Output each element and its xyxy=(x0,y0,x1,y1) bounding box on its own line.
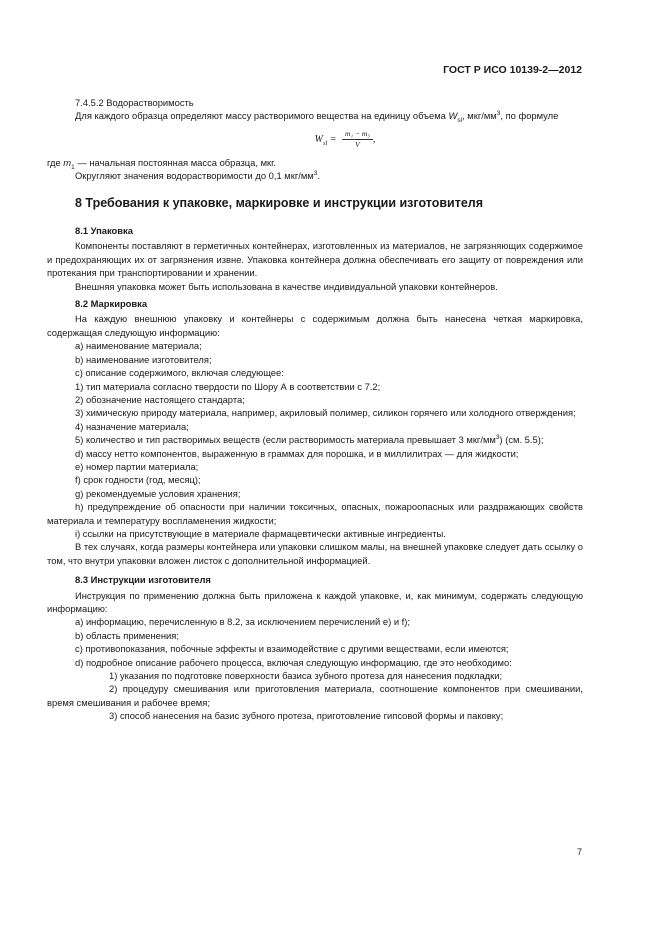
marking-list-item: 3) химическую природу материала, например, акриловый полимер, силикон горячего или холодного отверждения; xyxy=(75,407,576,419)
subsection-7452-title: 7.4.5.2 Водорастворимость xyxy=(75,97,194,108)
subsection-83-heading: 8.3 Инструкции изготовителя xyxy=(75,574,211,586)
instructions-paragraph: Инструкция по применению должна быть приложена к каждой упаковке, и, как минимум, содержать следующую информацию: xyxy=(47,589,583,614)
solubility-formula: $W_{sl}$ = $\frac{\text{m₁ − m₃}}{V}$ , xyxy=(314,128,376,149)
marking-paragraph: На каждую внешнюю упаковку и контейнеры с содержимым должна быть нанесена четкая маркировка, содержащая следующую информацию: xyxy=(47,313,583,338)
page-number: 7 xyxy=(576,847,582,857)
instructions-sublist-item: 2) процедуру смешивания или приготовления материала, соотношение компонентов при смешивании, время смешивания и рабочее время; xyxy=(47,683,583,708)
marking-list-item: b) наименование изготовителя; xyxy=(75,353,212,365)
marking-list-item: e) номер партии материала; xyxy=(75,460,199,472)
marking-list-item: h) предупреждение об опасности при наличии токсичных, опасных, пожароопасных или раздражающих свойств материала и температуру воспламенения жидкости; xyxy=(47,501,583,526)
instructions-list-item: d) подробное описание рабочего процесса, включая следующую информацию, где это необходимо: xyxy=(75,656,512,668)
marking-list-item: 1) тип материала согласно твердости по Шору А в соответствии с 7.2; xyxy=(75,380,381,392)
standard-header: ГОСТ Р ИСО 10139-2—2012 xyxy=(443,64,582,76)
page-content xyxy=(47,96,583,723)
section-8-heading: 8 Требования к упаковке, маркировке и инструкции изготовителя xyxy=(75,195,484,210)
marking-list-item: d) массу нетто компонентов, выраженную в граммах для порошка, и в миллилитрах — для жидкости; xyxy=(75,447,519,459)
marking-list-item: 2) обозначение настоящего стандарта; xyxy=(75,393,245,405)
instructions-list-item: b) область применения; xyxy=(75,629,179,641)
paragraph-solubility: Для каждого образца определяют массу растворимого вещества на единицу объема $W_{sl}$, мкг/$мм^3$, по формуле xyxy=(75,110,559,125)
marking-list-item: i) ссылки на присутствующие в материале фармацевтически активные ингредиенты. xyxy=(75,527,446,539)
marking-list-item: c) описание содержимого, включая следующее: xyxy=(75,367,284,379)
marking-list-item: a) наименование материала; xyxy=(75,340,202,352)
marking-list-item: 5) количество и тип растворимых веществ (если растворимость материала превышает 3 мкг/$мм^3$) (см. 5.5); xyxy=(75,434,544,446)
instructions-sublist-item: 3) способ нанесения на базис зубного протеза, приготовление гипсовой формы и паковку; xyxy=(109,710,504,722)
instructions-list-item: c) противопоказания, побочные эффекты и взаимодействие с другими веществами, если имеются; xyxy=(75,643,509,655)
instructions-list-item: a) информацию, перечисленную в 8.2, за исключением перечислений e) и f); xyxy=(75,616,410,628)
formula-legend: где $m_1$ — начальная постоянная масса образца, мкг. xyxy=(47,156,277,171)
marking-list-item: 4) назначение материала; xyxy=(75,420,189,432)
marking-list-item: g) рекомендуемые условия хранения; xyxy=(75,487,241,499)
rounding-note: Округляют значения водорастворимости до 0,1 мкг/$мм^3$. xyxy=(75,170,320,182)
subsection-81-heading: 8.1 Упаковка xyxy=(75,225,133,237)
marking-list-item: f) срок годности (год, месяц); xyxy=(75,474,201,486)
packaging-paragraph: Компоненты поставляют в герметичных контейнерах, изготовленных из материалов, не загрязняющих содержимое и предохраняющих их от загрязнения извне. Упаковка контейнера должна обеспечивать его защиту от повреждения или протекания при транспортировании и хранении. xyxy=(47,240,583,279)
instructions-sublist-item: 1) указания по подготовке поверхности базиса зубного протеза для нанесения подкладки; xyxy=(109,670,503,682)
subsection-82-heading: 8.2 Маркировка xyxy=(75,298,148,310)
small-container-paragraph: В тех случаях, когда размеры контейнера или упаковки слишком малы, на внешней упаковке следует дать ссылку о том, что внутри упаковки вложен листок с дополнительной информацией. xyxy=(47,541,583,566)
outer-packaging-paragraph: Внешняя упаковка может быть использована в качестве индивидуальной упаковки контейнеров. xyxy=(75,280,498,292)
